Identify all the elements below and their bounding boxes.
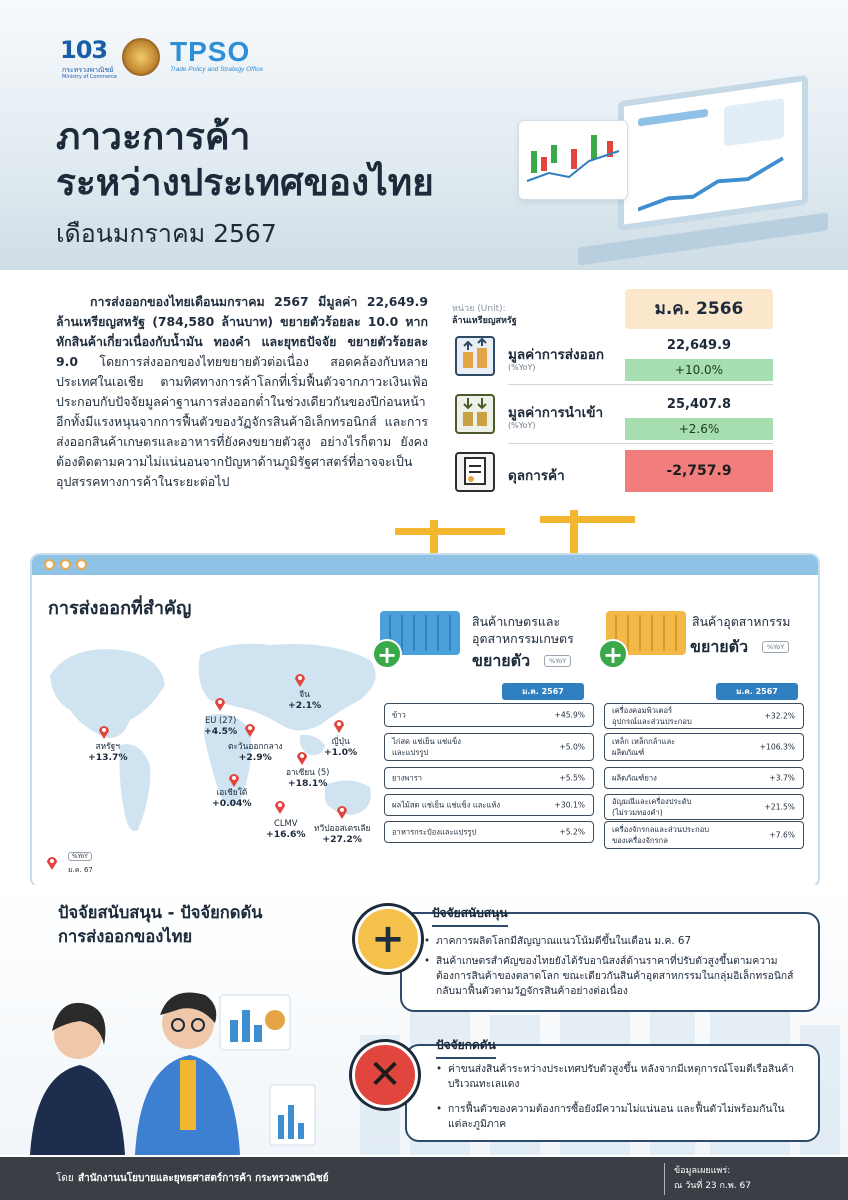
- header-banner: [0, 0, 848, 270]
- location-pin-icon: [336, 805, 348, 819]
- import-label: มูลค่าการนำเข้า: [508, 405, 604, 421]
- product-row: [604, 703, 804, 729]
- import-yoy-label: (%YoY): [508, 421, 536, 430]
- window-dot-icon: [60, 559, 71, 570]
- market-value: +16.6%: [266, 829, 306, 840]
- laptop-chart-illustration: [518, 80, 848, 270]
- tpso-logo-subtitle: Trade Policy and Strategy Office: [170, 66, 264, 73]
- product-growth: +106.3%: [759, 742, 795, 752]
- legend-period: ม.ค. 67: [68, 866, 93, 874]
- product-name: ไก่สด แช่เย็น แช่แข็ง และแปรรูป: [392, 737, 461, 757]
- product-name: เหล็ก เหล็กกล้าและ ผลิตภัณฑ์: [612, 737, 676, 757]
- product-row: [384, 767, 594, 789]
- product-name: ยางพารา: [392, 773, 423, 783]
- intro-bold-text: การส่งออกของไทยเดือนมกราคม 2567 มีมูลค่า 22,649.9 ล้านเหรียญสหรัฐ (784,580 ล้านบาท) ขยายตัวร้อยละ 10.0 หากหักสินค้าเกี่ยวเนื่องกับน้ำมัน ทองคำ และยุทธปัจจัย ขยายตัวร้อยละ 9.0: [56, 294, 428, 369]
- laptop-screen: [618, 75, 808, 232]
- pressure-factors-title: ปัจจัยกดดัน: [436, 1036, 496, 1059]
- location-pin-icon: [228, 773, 240, 787]
- industry-growth-label: ขยายตัว: [690, 637, 749, 656]
- market-name: ทวีปออสเตรเลีย: [314, 823, 371, 833]
- market-value: +0.04%: [212, 798, 252, 809]
- legend-yoy-tag: %YoY: [68, 852, 92, 861]
- product-name: เครื่องจักรกลและส่วนประกอบ ของเครื่องจักรกล: [612, 825, 710, 845]
- industry-category-name: สินค้าอุตสาหกรรม: [692, 614, 791, 629]
- market-value: +27.2%: [322, 834, 362, 845]
- page-title-line2: ระหว่างประเทศของไทย: [56, 161, 434, 204]
- product-row: [604, 733, 804, 761]
- plus-circle-icon: +: [355, 906, 421, 972]
- market-name: เอเชียใต้: [216, 787, 248, 797]
- product-row: [384, 703, 594, 727]
- product-growth: +32.2%: [764, 711, 795, 721]
- product-name: ผลไม้สด แช่เย็น แช่แข็ง และแห้ง: [392, 800, 501, 810]
- footer-published-label: ข้อมูลเผยแพร่:: [674, 1166, 731, 1176]
- location-pin-icon: [274, 800, 286, 814]
- import-value: 25,407.8: [666, 397, 732, 412]
- factors-title-line2: การส่งออกของไทย: [58, 927, 193, 946]
- factors-title-line1: ปัจจัยสนับสนุน - ปัจจัยกดดัน: [58, 903, 263, 922]
- pressure-item: • ค่าขนส่งสินค้าระหว่างประเทศปรับตัวสูงขึ้น หลังจากมีเหตุการณ์โจมตีเรือสินค้าบริเวณทะเลแดง: [436, 1062, 808, 1092]
- market-name: สหรัฐฯ: [95, 741, 121, 751]
- product-row: [604, 821, 804, 849]
- product-name: อัญมณีและเครื่องประดับ (ไม่รวมทองคำ): [612, 797, 692, 817]
- product-row: [384, 794, 594, 816]
- product-row: [604, 794, 804, 820]
- footer-by: โดย: [56, 1173, 74, 1184]
- product-growth: +3.7%: [769, 773, 795, 783]
- period-header: ม.ค. 2566: [625, 289, 773, 329]
- market-value: +18.1%: [287, 778, 328, 789]
- export-boxes-icon: [455, 336, 495, 376]
- unit-label-line1: หน่วย (Unit):: [452, 304, 506, 314]
- unit-label: [452, 303, 517, 327]
- support-item: • ภาคการผลิตโลกมีสัญญาณแนวโน้มดีขึ้นในเดือน ม.ค. 67: [424, 934, 806, 949]
- product-growth: +30.1%: [554, 800, 585, 810]
- product-growth: +7.6%: [769, 830, 795, 840]
- industry-yoy-tag: %YoY: [762, 641, 789, 653]
- market-name: ตะวันออกกลาง: [228, 741, 283, 751]
- close-circle-icon: ✕: [352, 1042, 418, 1108]
- agri-name-line1: สินค้าเกษตรและ: [472, 614, 561, 629]
- product-row: [604, 767, 804, 789]
- market-name: EU (27): [204, 715, 237, 725]
- market-value: +2.1%: [288, 700, 322, 711]
- plus-icon: +: [598, 639, 628, 669]
- trend-line-icon: [638, 153, 788, 214]
- market-value: +13.7%: [88, 752, 128, 763]
- agri-yoy-tag: %YoY: [544, 655, 571, 667]
- key-exports-title: การส่งออกที่สำคัญ: [48, 598, 192, 619]
- product-growth: +5.0%: [559, 742, 585, 752]
- product-row: [384, 821, 594, 843]
- window-dot-icon: [44, 559, 55, 570]
- pressure-item: • การฟื้นตัวของความต้องการซื้อยังมีความไม่แน่นอน และฟื้นตัวไม่พร้อมกันในแต่ละภูมิภาค: [436, 1102, 808, 1132]
- product-name: อาหารกระป๋องและแปรรูป: [392, 827, 477, 837]
- window-dot-icon: [76, 559, 87, 570]
- footer-organization-name: สำนักงานนโยบายและยุทธศาสตร์การค้า กระทรวงพาณิชย์: [78, 1173, 329, 1184]
- footer-divider: [664, 1163, 665, 1195]
- location-pin-icon: [244, 723, 256, 737]
- product-growth: +5.5%: [559, 773, 585, 783]
- export-yoy-label: (%YoY): [508, 363, 536, 372]
- product-row: [384, 733, 594, 761]
- product-name: เครื่องคอมพิวเตอร์ อุปกรณ์และส่วนประกอบ: [612, 706, 692, 726]
- agri-growth-label: ขยายตัว: [472, 651, 531, 670]
- unit-label-line2: ล้านเหรียญสหรัฐ: [452, 316, 517, 326]
- ministry-seal-icon: [122, 38, 160, 76]
- agri-category-name: [472, 613, 574, 647]
- footer-published-date: ณ วันที่ 23 ก.พ. 67: [674, 1181, 751, 1191]
- market-value: +4.5%: [204, 726, 238, 737]
- divider: [508, 443, 773, 444]
- business-people-illustration: [20, 965, 320, 1155]
- footer-organization: [78, 1171, 328, 1186]
- agri-table-header: ม.ค. 2567: [502, 683, 584, 700]
- location-pin-icon: [296, 751, 308, 765]
- industry-table-header: ม.ค. 2567: [716, 683, 798, 700]
- market-name: ญี่ปุ่น: [331, 736, 350, 746]
- product-growth: +5.2%: [559, 827, 585, 837]
- location-pin-icon: [333, 719, 345, 733]
- export-yoy-value: +10.0%: [625, 359, 773, 381]
- page-title-line1: ภาวะการค้า: [56, 115, 251, 158]
- factors-title: [58, 901, 262, 949]
- laptop-base: [578, 212, 828, 265]
- product-name: ผลิตภัณฑ์ยาง: [612, 773, 657, 783]
- plus-icon: +: [372, 639, 402, 669]
- location-pin-icon: [214, 697, 226, 711]
- market-value: +1.0%: [324, 747, 358, 758]
- tpso-logo-mark: TPSO: [170, 36, 251, 67]
- divider: [508, 384, 773, 385]
- product-growth: +21.5%: [764, 802, 795, 812]
- support-item: • สินค้าเกษตรสำคัญของไทยยังได้รับอานิสงส์ด้านราคาที่ปรับตัวสูงขึ้นตามความต้องการสินค้าของตลาดโลก ขณะเดียวกันสินค้าอุตสาหกรรมในกลุ่มอิเล็กทรอนิกส์กลับมาฟื้นตัวตามวัฏจักรสินค้าอย่างต่อเนื่อง: [424, 954, 806, 999]
- panel-titlebar: [32, 555, 818, 575]
- key-exports-panel: [30, 553, 820, 888]
- moc-logo-number: 103: [60, 36, 108, 64]
- market-name: จีน: [299, 689, 310, 699]
- agri-name-line2: อุตสาหกรรมเกษตร: [472, 631, 574, 646]
- export-value: 22,649.9: [666, 338, 732, 353]
- trade-balance-document-icon: [455, 452, 495, 492]
- moc-logo: [60, 36, 117, 82]
- moc-logo-english: Ministry of Commerce: [62, 74, 117, 80]
- location-pin-icon: [294, 673, 306, 687]
- location-pin-icon: [98, 725, 110, 739]
- tpso-logo: [170, 36, 263, 73]
- trade-balance-value: -2,757.9: [625, 450, 773, 492]
- support-factors-title: ปัจจัยสนับสนุน: [432, 904, 508, 927]
- trade-balance-label: ดุลการค้า: [508, 468, 565, 484]
- product-name: ข้าว: [392, 710, 406, 720]
- intro-text: โดยการส่งออกของไทยขยายตัวต่อเนื่อง สอดคล้องกับหลายประเทศในเอเชีย ตามทิศทางการค้าโลกที่เริ่มฟื้นตัวจากภาวะเงินเฟ้อ ประกอบกับปัจจัยมูลค่าฐานการส่งออกต่ำในช่วงเดียวกันของปีก่อนหน้า อีกทั้งมีแรงหนุนจากการฟื้นตัวของวัฏจักรสินค้าอิเล็กทรอนิกส์ และการส่งออกสินค้าเกษตรและอาหารที่ยังคงขยายตัวสูง อย่างไรก็ตาม ยังคงต้องติดตามความไม่แน่นอนจากปัญหาด้านภูมิรัฐศาสตร์ที่อาจจะเป็นอุปสรรคทางการค้าในระยะต่อไป: [56, 354, 428, 489]
- intro-paragraph: [56, 292, 428, 492]
- import-yoy-value: +2.6%: [625, 418, 773, 440]
- candlestick-card: [518, 120, 628, 200]
- moc-logo-thai: กระทรวงพาณิชย์: [62, 66, 114, 74]
- location-pin-icon: [46, 856, 58, 870]
- page-subtitle: เดือนมกราคม 2567: [56, 219, 277, 248]
- footer: [0, 1157, 848, 1200]
- market-name: CLMV: [274, 818, 298, 828]
- product-growth: +45.9%: [554, 710, 585, 720]
- export-label: มูลค่าการส่งออก: [508, 347, 605, 363]
- market-name: อาเซียน (5): [286, 767, 330, 777]
- import-boxes-icon: [455, 394, 495, 434]
- market-value: +2.9%: [238, 752, 272, 763]
